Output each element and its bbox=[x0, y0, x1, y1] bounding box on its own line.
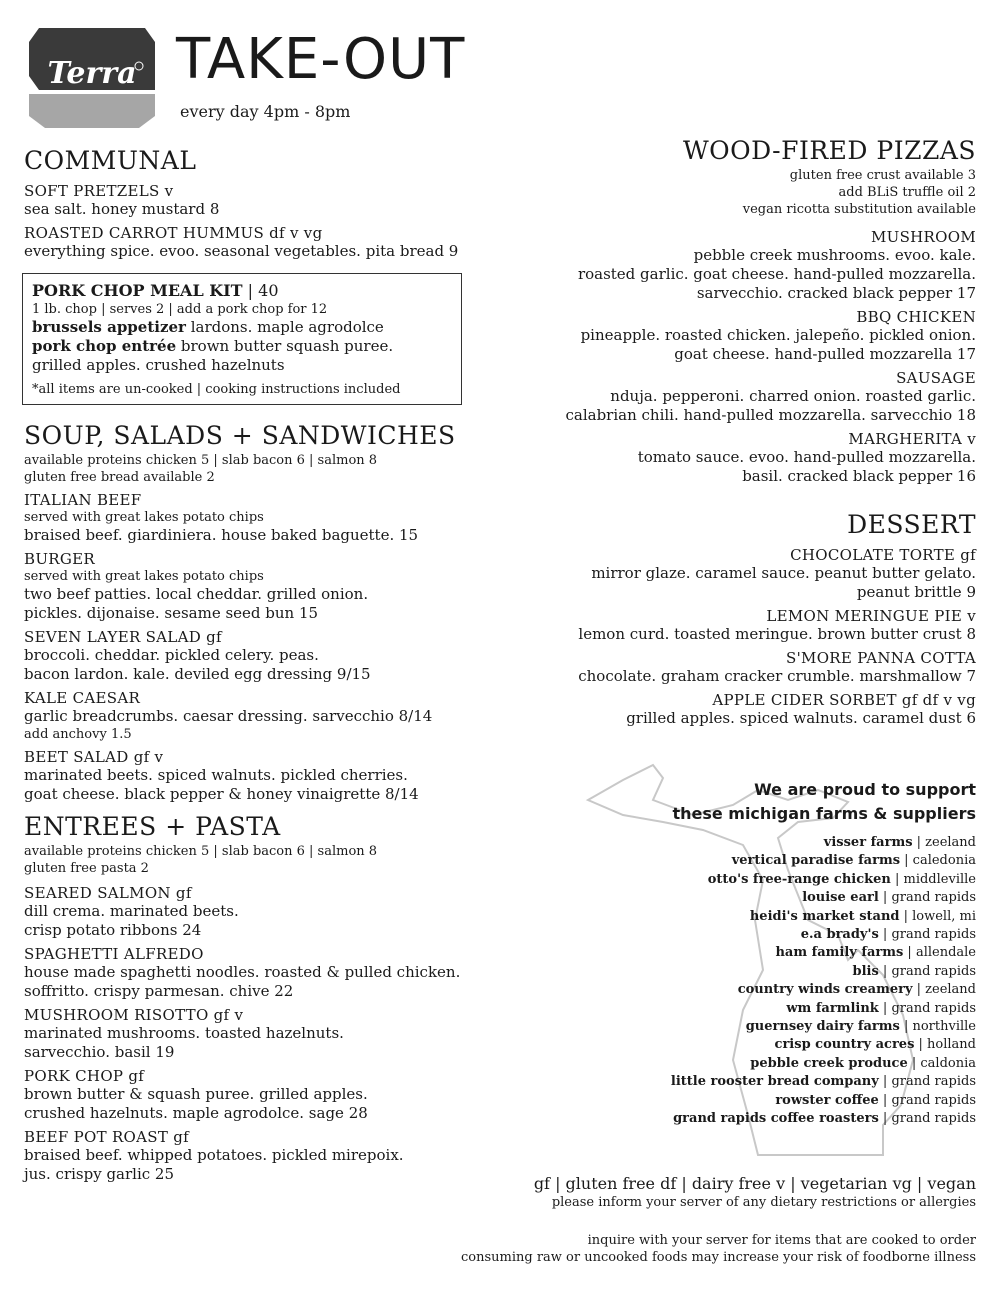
list-item bbox=[576, 926, 976, 944]
menu-item bbox=[24, 628, 484, 684]
item-desc: marinated mushrooms. toasted hazelnuts. bbox=[24, 1024, 344, 1042]
item-name: KALE CAESAR bbox=[24, 689, 141, 707]
page-title: TAKE-OUT bbox=[176, 27, 466, 92]
farm-place: | grand rapids bbox=[878, 963, 976, 979]
item-name: SAUSAGE bbox=[896, 369, 976, 387]
item-desc: jus. crispy garlic 25 bbox=[24, 1165, 175, 1183]
farm-name: louise earl bbox=[802, 890, 879, 906]
kit-subtitle: 1 lb. chop | serves 2 | add a pork chop for 12 bbox=[32, 302, 328, 317]
farms-heading-1: We are proud to support bbox=[754, 780, 976, 799]
farm-name: vertical paradise farms bbox=[731, 853, 901, 869]
farm-name: wm farmlink bbox=[786, 1000, 879, 1016]
soup-proteins: available proteins chicken 5 | slab bacon 6 | salmon 8 bbox=[24, 453, 378, 468]
item-desc: sea salt. honey mustard 8 bbox=[24, 200, 220, 218]
menu-item bbox=[516, 546, 976, 602]
list-item bbox=[576, 834, 976, 852]
item-addon: add anchovy 1.5 bbox=[24, 727, 132, 742]
list-item bbox=[576, 1055, 976, 1073]
item-desc: broccoli. cheddar. pickled celery. peas. bbox=[24, 646, 319, 664]
kit-note: *all items are un-cooked | cooking instructions included bbox=[32, 382, 401, 397]
item-name: BURGER bbox=[24, 550, 95, 568]
item-desc: grilled apples. spiced walnuts. caramel dust 6 bbox=[626, 709, 976, 727]
meal-kit-box bbox=[22, 273, 462, 405]
list-item bbox=[576, 963, 976, 981]
farm-place: | zeeland bbox=[912, 982, 976, 998]
farm-name: visser farms bbox=[823, 835, 913, 850]
communal-items bbox=[24, 182, 484, 261]
farm-name: grand rapids coffee roasters bbox=[673, 1111, 879, 1127]
menu-item bbox=[24, 945, 484, 1001]
menu-item bbox=[24, 748, 484, 804]
item-desc: brown butter & squash puree. grilled apples. bbox=[24, 1085, 368, 1103]
terra-logo bbox=[27, 20, 157, 130]
farm-place: | grand rapids bbox=[878, 1111, 976, 1127]
item-name: LEMON MERINGUE PIE v bbox=[766, 607, 976, 625]
kit-entree-desc-2: grilled apples. crushed hazelnuts bbox=[32, 356, 285, 374]
menu-item bbox=[24, 1067, 484, 1123]
item-name: SEVEN LAYER SALAD gf bbox=[24, 628, 222, 646]
item-desc: basil. cracked black pepper 16 bbox=[742, 467, 976, 485]
menu-item bbox=[516, 649, 976, 686]
item-name: S'MORE PANNA COTTA bbox=[786, 649, 976, 667]
item-desc: pebble creek mushrooms. evoo. kale. bbox=[693, 246, 976, 264]
footer-notes bbox=[461, 1232, 976, 1266]
item-desc: bacon lardon. kale. deviled egg dressing 9/15 bbox=[24, 665, 371, 683]
list-item bbox=[576, 981, 976, 999]
kit-entree-desc: brown butter squash puree. bbox=[176, 337, 394, 355]
menu-item bbox=[516, 430, 976, 486]
hours-text: every day 4pm - 8pm bbox=[180, 102, 351, 121]
item-desc: two beef patties. local cheddar. grilled onion. bbox=[24, 585, 369, 603]
item-desc: braised beef. whipped potatoes. pickled mirepoix. bbox=[24, 1146, 404, 1164]
farm-place: | holland bbox=[914, 1037, 976, 1053]
section-title-pizzas: WOOD-FIRED PIZZAS bbox=[682, 136, 976, 165]
right-column bbox=[516, 138, 976, 728]
list-item bbox=[576, 871, 976, 889]
farm-place: | caldonia bbox=[907, 1055, 976, 1071]
farm-name: guernsey dairy farms bbox=[745, 1019, 900, 1035]
item-desc: pineapple. roasted chicken. jalepeño. pickled onion. bbox=[580, 326, 976, 344]
section-title-communal: COMMUNAL bbox=[24, 146, 197, 175]
farm-name: ham family farms bbox=[775, 945, 904, 961]
item-name: MUSHROOM bbox=[870, 228, 976, 246]
farms-heading-2: these michigan farms & suppliers bbox=[672, 804, 976, 823]
logo-text: Terra bbox=[47, 56, 137, 91]
farm-place: | northville bbox=[899, 1019, 976, 1035]
farm-name: otto's free-range chicken bbox=[707, 871, 891, 887]
item-name: MUSHROOM RISOTTO gf v bbox=[24, 1006, 244, 1024]
item-desc: lemon curd. toasted meringue. brown butter crust 8 bbox=[578, 625, 976, 643]
menu-item bbox=[24, 224, 484, 261]
item-desc: soffritto. crispy parmesan. chive 22 bbox=[24, 982, 294, 1000]
item-desc: everything spice. evoo. seasonal vegetables. pita bread 9 bbox=[24, 242, 459, 260]
item-desc: nduja. pepperoni. charred onion. roasted garlic. bbox=[610, 387, 976, 405]
item-desc: mirror glaze. caramel sauce. peanut butter gelato. bbox=[591, 564, 976, 582]
farm-place: | lowell, mi bbox=[899, 908, 976, 924]
legend-text: gf | gluten free df | dairy free v | vegetarian vg | vegan bbox=[533, 1174, 976, 1193]
list-item bbox=[576, 944, 976, 962]
menu-item bbox=[516, 228, 976, 303]
item-name: SEARED SALMON gf bbox=[24, 884, 192, 902]
item-name: PORK CHOP gf bbox=[24, 1067, 145, 1085]
section-title-dessert: DESSERT bbox=[847, 510, 976, 539]
farm-name: country winds creamery bbox=[737, 982, 913, 998]
item-name: BEEF POT ROAST gf bbox=[24, 1128, 189, 1146]
farms-list bbox=[576, 834, 976, 1129]
list-item bbox=[576, 889, 976, 907]
farm-name: pebble creek produce bbox=[750, 1055, 908, 1071]
menu-item bbox=[516, 607, 976, 644]
farm-place: | grand rapids bbox=[878, 1092, 976, 1108]
item-name: SPAGHETTI ALFREDO bbox=[24, 945, 204, 963]
item-name: MARGHERITA v bbox=[848, 430, 976, 448]
item-note: served with great lakes potato chips bbox=[24, 569, 264, 584]
menu-item bbox=[24, 689, 484, 743]
farm-place: | grand rapids bbox=[878, 927, 976, 943]
menu-item bbox=[24, 1128, 484, 1184]
kit-appetizer-desc: lardons. maple agrodolce bbox=[185, 318, 384, 336]
item-desc: house made spaghetti noodles. roasted & pulled chicken. bbox=[24, 963, 461, 981]
list-item bbox=[576, 852, 976, 870]
item-name: BBQ CHICKEN bbox=[856, 308, 976, 326]
list-item bbox=[576, 908, 976, 926]
list-item bbox=[576, 1092, 976, 1110]
item-desc: tomato sauce. evoo. hand-pulled mozzarella. bbox=[637, 448, 976, 466]
menu-item bbox=[516, 308, 976, 364]
farm-place: | caledonia bbox=[900, 853, 976, 869]
farm-name: rowster coffee bbox=[775, 1092, 879, 1108]
farm-name: e.a brady's bbox=[800, 927, 879, 943]
entrees-gf-note: gluten free pasta 2 bbox=[24, 861, 149, 876]
item-name: ITALIAN BEEF bbox=[24, 491, 142, 509]
farm-place: | grand rapids bbox=[878, 890, 976, 906]
item-name: APPLE CIDER SORBET gf df v vg bbox=[712, 691, 976, 709]
item-note: served with great lakes potato chips bbox=[24, 510, 264, 525]
list-item bbox=[576, 1018, 976, 1036]
list-item bbox=[576, 1000, 976, 1018]
kit-title: PORK CHOP MEAL KIT bbox=[32, 281, 243, 300]
farm-place: | grand rapids bbox=[878, 1000, 976, 1016]
menu-item bbox=[24, 182, 484, 219]
item-desc: sarvecchio. cracked black pepper 17 bbox=[696, 284, 976, 302]
list-item bbox=[576, 1073, 976, 1091]
pizza-note: add BLiS truffle oil 2 bbox=[838, 185, 976, 200]
menu-item bbox=[24, 1006, 484, 1062]
dietary-legend bbox=[534, 1174, 976, 1211]
kit-entree-label: pork chop entrée bbox=[32, 337, 177, 355]
item-desc: sarvecchio. basil 19 bbox=[24, 1043, 175, 1061]
menu-item bbox=[24, 550, 484, 623]
pizza-note: gluten free crust available 3 bbox=[789, 168, 976, 183]
item-desc: pickles. dijonaise. sesame seed bun 15 bbox=[24, 604, 319, 622]
farm-name: little rooster bread company bbox=[670, 1074, 879, 1090]
item-desc: garlic breadcrumbs. caesar dressing. sarvecchio 8/14 bbox=[24, 707, 433, 725]
farm-place: | allendale bbox=[903, 945, 976, 961]
soup-gf-note: gluten free bread available 2 bbox=[24, 470, 215, 485]
footer-line-2: consuming raw or uncooked foods may increase your risk of foodborne illness bbox=[461, 1250, 976, 1265]
kit-price: | 40 bbox=[242, 281, 279, 300]
footer-line-1: inquire with your server for items that are cooked to order bbox=[587, 1233, 976, 1248]
farm-name: blis bbox=[852, 963, 879, 979]
section-title-soup: SOUP, SALADS + SANDWICHES bbox=[24, 421, 456, 450]
item-name: ROASTED CARROT HUMMUS df v vg bbox=[24, 224, 323, 242]
menu-item bbox=[516, 691, 976, 728]
item-desc: marinated beets. spiced walnuts. pickled cherries. bbox=[24, 766, 408, 784]
list-item bbox=[576, 1110, 976, 1128]
farms-section bbox=[576, 778, 976, 1129]
item-desc: goat cheese. hand-pulled mozzarella 17 bbox=[674, 345, 976, 363]
item-desc: goat cheese. black pepper & honey vinaigrette 8/14 bbox=[24, 785, 419, 803]
item-desc: crushed hazelnuts. maple agrodolce. sage 28 bbox=[24, 1104, 368, 1122]
farm-name: heidi's market stand bbox=[749, 908, 900, 924]
menu-item bbox=[24, 491, 484, 545]
pizza-note: vegan ricotta substitution available bbox=[742, 202, 976, 217]
item-desc: calabrian chili. hand-pulled mozzarella. sarvecchio 18 bbox=[565, 406, 976, 424]
kit-appetizer-label: brussels appetizer bbox=[32, 318, 186, 336]
item-desc: dill crema. marinated beets. bbox=[24, 902, 239, 920]
item-desc: chocolate. graham cracker crumble. marshmallow 7 bbox=[578, 667, 976, 685]
left-column bbox=[24, 148, 484, 1184]
item-desc: peanut brittle 9 bbox=[856, 583, 976, 601]
farm-name: crisp country acres bbox=[774, 1037, 915, 1053]
menu-item bbox=[24, 884, 484, 940]
farm-place: | zeeland bbox=[912, 835, 976, 850]
item-name: CHOCOLATE TORTE gf bbox=[790, 546, 976, 564]
item-name: SOFT PRETZELS v bbox=[24, 182, 174, 200]
menu-item bbox=[516, 369, 976, 425]
entrees-proteins: available proteins chicken 5 | slab bacon 6 | salmon 8 bbox=[24, 844, 378, 859]
farm-place: | middleville bbox=[890, 871, 976, 887]
section-title-entrees: ENTREES + PASTA bbox=[24, 812, 281, 841]
farm-place: | grand rapids bbox=[878, 1074, 976, 1090]
legend-note: please inform your server of any dietary restrictions or allergies bbox=[551, 1195, 976, 1210]
item-desc: roasted garlic. goat cheese. hand-pulled mozzarella. bbox=[577, 265, 976, 283]
item-desc: braised beef. giardiniera. house baked baguette. 15 bbox=[24, 526, 419, 544]
item-desc: crisp potato ribbons 24 bbox=[24, 921, 202, 939]
item-name: BEET SALAD gf v bbox=[24, 748, 164, 766]
list-item bbox=[576, 1036, 976, 1054]
